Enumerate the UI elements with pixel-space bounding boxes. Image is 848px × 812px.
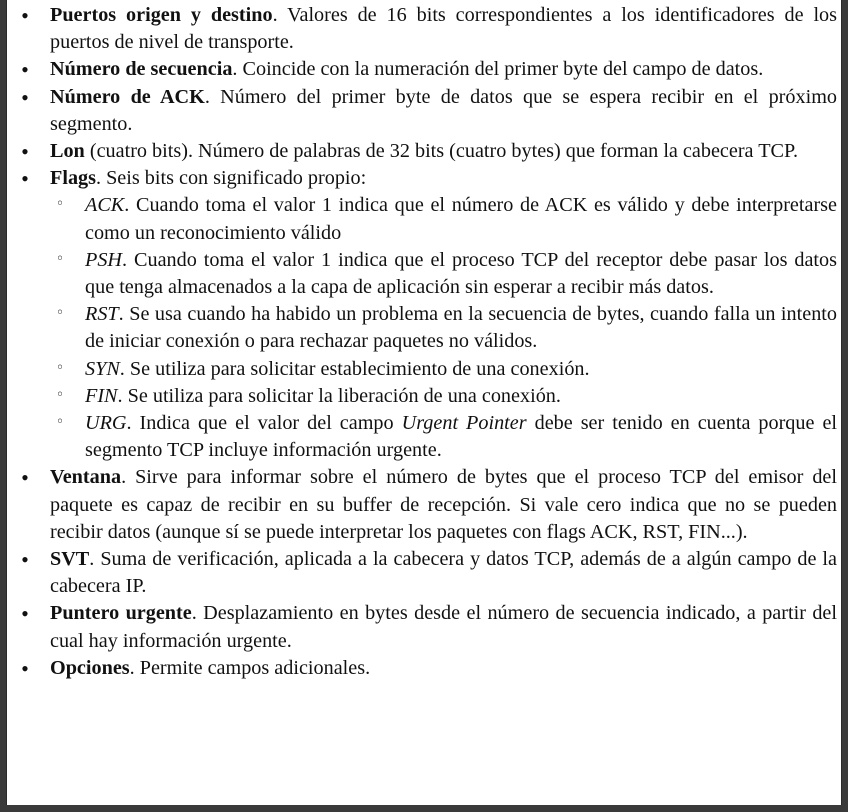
item-term: Puntero urgente [50, 602, 192, 625]
flag-text: . Se utiliza para solicitar la liberación de una conexión. [117, 384, 561, 407]
item-text: . Suma de verificación, aplicada a la cabecera y datos TCP, además de a algún campo de la cabecera IP. [50, 548, 837, 598]
bullet-icon: • [21, 84, 29, 110]
circle-bullet-icon: ◦ [55, 305, 65, 322]
list-item [7, 2, 837, 56]
flag-item [50, 301, 837, 355]
bullet-icon: • [21, 547, 29, 573]
flag-item [50, 247, 837, 301]
bullet-icon: • [21, 139, 29, 165]
flags-sublist [50, 192, 837, 464]
item-term: Lon [50, 140, 85, 163]
item-term: Número de ACK [50, 85, 205, 108]
list-item [7, 84, 837, 138]
bullet-icon: • [21, 57, 29, 83]
bullet-icon: • [21, 3, 29, 28]
circle-bullet-icon: ◦ [55, 386, 65, 403]
bullet-icon: • [21, 601, 29, 627]
circle-bullet-icon: ◦ [55, 250, 65, 267]
flag-text: . Se utiliza para solicitar establecimiento de una conexión. [119, 357, 590, 380]
list-item [7, 600, 837, 654]
flag-item [50, 383, 837, 410]
item-text: . Coincide con la numeración del primer byte del campo de datos. [232, 58, 764, 81]
list-item [7, 56, 837, 83]
flag-text: . Indica que el valor del campo [126, 412, 402, 435]
item-text: . Número del primer byte de datos que se espera recibir en el próximo segmento. [50, 85, 837, 135]
flag-term: SYN [85, 357, 120, 380]
flag-item [50, 410, 837, 464]
flag-term: PSH [85, 248, 123, 271]
flag-term: FIN [85, 384, 118, 407]
item-term: Ventana [50, 466, 122, 489]
flag-text: . Cuando toma el valor 1 indica que el número de ACK es válido y debe interpretarse como un reconocimiento válido [85, 194, 837, 244]
item-text: . Permite campos adicionales. [129, 656, 371, 679]
list-item [7, 546, 837, 600]
flag-text: . Se usa cuando ha habido un problema en la secuencia de bytes, cuando falla un intento de iniciar conexión o para rechazar paquetes no válidos. [85, 303, 837, 353]
item-term: Número de secuencia [50, 58, 233, 81]
circle-bullet-icon: ◦ [55, 196, 65, 213]
flag-emphasis: Urgent Pointer [401, 412, 527, 435]
list-item [7, 464, 837, 546]
item-text: . Seis bits con significado propio: [95, 167, 367, 190]
list-item [7, 655, 837, 682]
circle-bullet-icon: ◦ [55, 359, 65, 376]
flag-text: debe ser tenido en cuenta porque el segmento TCP incluye información urgente. [85, 412, 838, 462]
item-term: Opciones [50, 656, 130, 679]
item-term: Flags [50, 167, 96, 190]
bullet-icon: • [21, 655, 29, 681]
item-text: . Desplazamiento en bytes desde el número de secuencia indicado, a partir del cual hay información urgente. [50, 602, 837, 652]
tcp-header-fields-list [7, 2, 837, 682]
document-page [6, 0, 842, 805]
bullet-icon: • [21, 465, 29, 491]
circle-bullet-icon: ◦ [55, 414, 65, 431]
bullet-icon: • [21, 166, 29, 192]
item-text: (cuatro bits). Número de palabras de 32 bits (cuatro bytes) que forman la cabecera TCP. [84, 140, 799, 163]
item-term: SVT [50, 548, 90, 571]
flag-item [50, 192, 837, 246]
flag-item [50, 356, 837, 383]
item-text: . Sirve para informar sobre el número de bytes que el proceso TCP del emisor del paquete es capaz de recibir en su buffer de recepción. Si vale cero indica que no se pueden recibir datos (aunque sí se puede interpretar los paquetes con flags ACK, RST, FIN...). [50, 466, 837, 543]
item-term: Puertos origen y destino [50, 4, 273, 26]
flag-text: . Cuando toma el valor 1 indica que el proceso TCP del receptor debe pasar los datos que tenga almacenados a la capa de aplicación sin esperar a recibir más datos. [85, 248, 837, 299]
list-item [7, 138, 837, 165]
item-text: . Valores de 16 bits correspondientes a los identificadores de los puertos de nivel de transporte. [50, 4, 838, 54]
flag-term: RST [85, 303, 119, 326]
flag-term: URG [85, 412, 127, 435]
flag-term: ACK [85, 194, 125, 217]
list-item-flags [7, 165, 837, 464]
